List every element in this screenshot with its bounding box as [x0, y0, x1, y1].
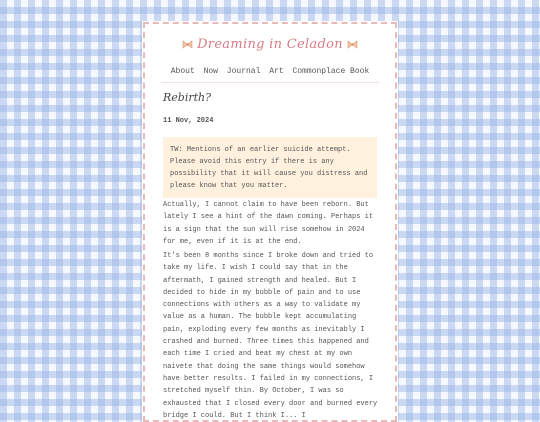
entry-title: Rebirth?	[163, 91, 212, 104]
entry-paragraph: Actually, I cannot claim to have been reborn. But lately I see a hint of the dawn coming. Perhaps it is a sign that the sun will rise somehow in 2024 for me, even if it is at the end.	[163, 201, 374, 246]
header-divider	[161, 82, 379, 83]
site-title-link[interactable]	[182, 37, 358, 52]
nav-link-about[interactable]: About	[170, 67, 195, 76]
site-title: Dreaming in Celadon	[197, 37, 343, 52]
main-nav	[145, 67, 395, 76]
content-warning: TW: Mentions of an earlier suicide attempt. Please avoid this entry if there is any possibility that it will cause you distress and please know that you matter.	[163, 137, 377, 198]
journal-page	[143, 22, 397, 422]
entry-date: 11 Nov, 2024	[163, 117, 214, 125]
site-header	[145, 36, 395, 54]
bow-icon-right	[347, 40, 358, 49]
nav-link-now[interactable]: Now	[203, 67, 218, 76]
nav-link-journal[interactable]: Journal	[226, 67, 261, 76]
bow-icon-left	[182, 40, 193, 49]
nav-link-commonplace-book[interactable]: Commonplace Book	[292, 67, 370, 76]
entry-paragraph: It's been 8 months since I broke down and tried to take my life. I wish I could say that in the aftermath, I gained strength and healed. But I decided to hide in my bubble of pain and to use connections with others as a way to validate my value as a human. The bubble kept accumulating pain, exploding every few months as inevitably I crashed and burned. Three times this happened and each time I cried and beat my chest at my own naivete that doing the same things would somehow have better results. I failed in my connections, I stretched myself thin. By October, I was so exhausted that I closed every door and burned every bridge I could. But I think I... I	[163, 252, 378, 420]
nav-link-art[interactable]: Art	[269, 67, 284, 76]
